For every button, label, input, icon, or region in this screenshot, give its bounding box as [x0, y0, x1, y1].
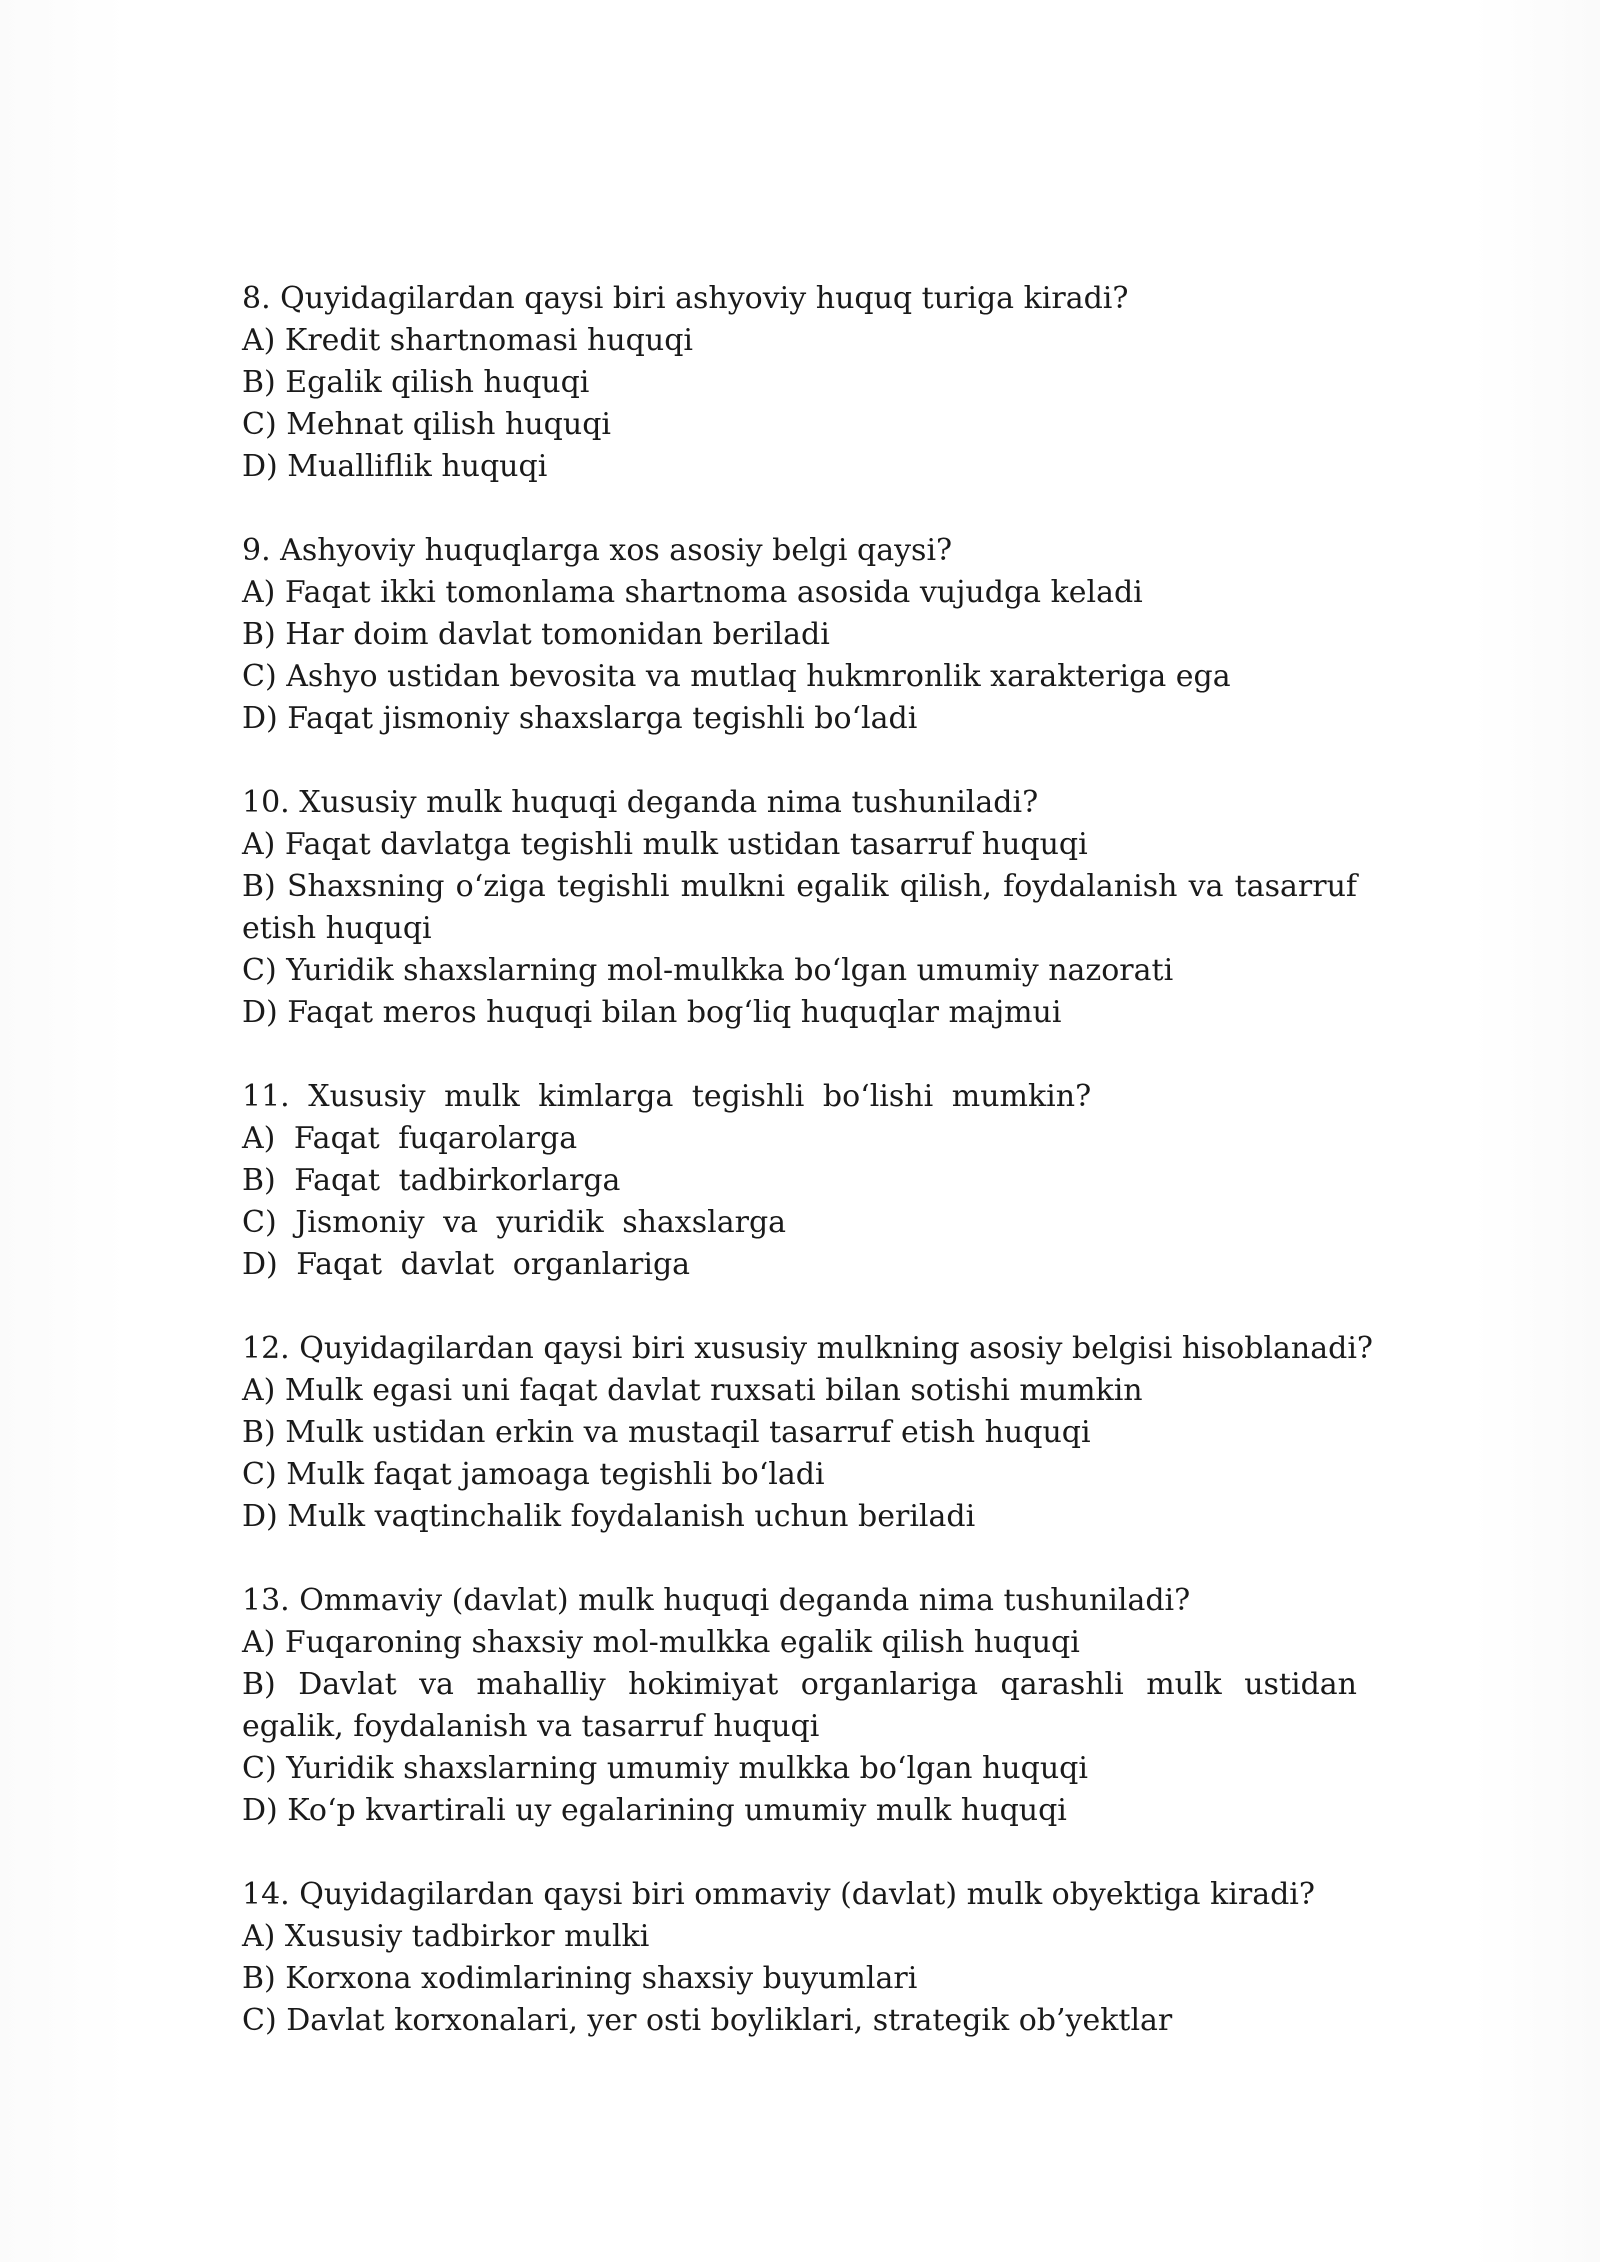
question-12	[242, 1328, 1373, 1538]
answer-option: A) Xususiy tadbirkor mulki	[242, 1919, 650, 1954]
answer-option: A) Kredit shartnomasi huquqi	[242, 323, 694, 358]
answer-option: A) Mulk egasi uni faqat davlat ruxsati bilan sotishi mumkin	[242, 1373, 1143, 1408]
question-text: 8. Quyidagilardan qaysi biri ashyoviy huquq turiga kiradi?	[242, 281, 1129, 316]
question-13	[242, 1580, 1357, 1832]
answer-option: D) Mualliflik huquqi	[242, 449, 548, 484]
question-10	[242, 782, 1357, 1034]
answer-option: C) Yuridik shaxslarning mol-mulkka bo‘lgan umumiy nazorati	[242, 953, 1174, 988]
answer-option: B) Korxona xodimlarining shaxsiy buyumlari	[242, 1961, 918, 1996]
answer-option: D) Mulk vaqtinchalik foydalanish uchun beriladi	[242, 1499, 976, 1534]
answer-option: B) Har doim davlat tomonidan beriladi	[242, 617, 830, 652]
question-9	[242, 530, 1357, 740]
answer-option: A) Faqat davlatga tegishli mulk ustidan tasarruf huquqi	[242, 827, 1088, 862]
question-8	[242, 278, 1357, 488]
question-14	[242, 1874, 1357, 2042]
answer-option: C) Yuridik shaxslarning umumiy mulkka bo‘lgan huquqi	[242, 1751, 1088, 1786]
answer-option: C) Davlat korxonalari, yer osti boyliklari, strategik ob’yektlar	[242, 2003, 1173, 2038]
answer-option: D) Faqat meros huquqi bilan bog‘liq huquqlar majmui	[242, 995, 1062, 1030]
answer-option: B) Mulk ustidan erkin va mustaqil tasarruf etish huquqi	[242, 1415, 1091, 1450]
question-text: 10. Xususiy mulk huquqi deganda nima tushuniladi?	[242, 785, 1039, 820]
answer-option: C) Jismoniy va yuridik shaxslarga	[242, 1205, 787, 1240]
question-11	[242, 1076, 1357, 1286]
answer-option: D) Faqat jismoniy shaxslarga tegishli bo‘ladi	[242, 701, 918, 736]
question-text: 9. Ashyoviy huquqlarga xos asosiy belgi qaysi?	[242, 533, 953, 568]
question-text: 14. Quyidagilardan qaysi biri ommaviy (davlat) mulk obyektiga kiradi?	[242, 1877, 1315, 1912]
answer-option: C) Mehnat qilish huquqi	[242, 407, 611, 442]
answer-option: B) Shaxsning o‘ziga tegishli mulkni egalik qilish, foydalanish va tasarruf etish huquqi	[242, 869, 1357, 946]
answer-option: C) Mulk faqat jamoaga tegishli bo‘ladi	[242, 1457, 825, 1492]
answer-option: B) Davlat va mahalliy hokimiyat organlariga qarashli mulk ustidan egalik, foydalanish va tasarruf huquqi	[242, 1667, 1357, 1744]
answer-option: C) Ashyo ustidan bevosita va mutlaq hukmronlik xarakteriga ega	[242, 659, 1231, 694]
answer-option: B) Faqat tadbirkorlarga	[242, 1163, 621, 1198]
question-text: 11. Xususiy mulk kimlarga tegishli bo‘lishi mumkin?	[242, 1079, 1092, 1114]
answer-option: B) Egalik qilish huquqi	[242, 365, 590, 400]
answer-option: D) Faqat davlat organlariga	[242, 1247, 691, 1282]
question-text: 12. Quyidagilardan qaysi biri xususiy mulkning asosiy belgisi hisoblanadi?	[242, 1331, 1373, 1366]
answer-option: A) Fuqaroning shaxsiy mol-mulkka egalik qilish huquqi	[242, 1625, 1080, 1660]
question-text: 13. Ommaviy (davlat) mulk huquqi deganda nima tushuniladi?	[242, 1583, 1191, 1618]
answer-option: A) Faqat fuqarolarga	[242, 1121, 578, 1156]
question-list	[242, 278, 1373, 2084]
answer-option: D) Ko‘p kvartirali uy egalarining umumiy mulk huquqi	[242, 1793, 1067, 1828]
answer-option: A) Faqat ikki tomonlama shartnoma asosida vujudga keladi	[242, 575, 1143, 610]
